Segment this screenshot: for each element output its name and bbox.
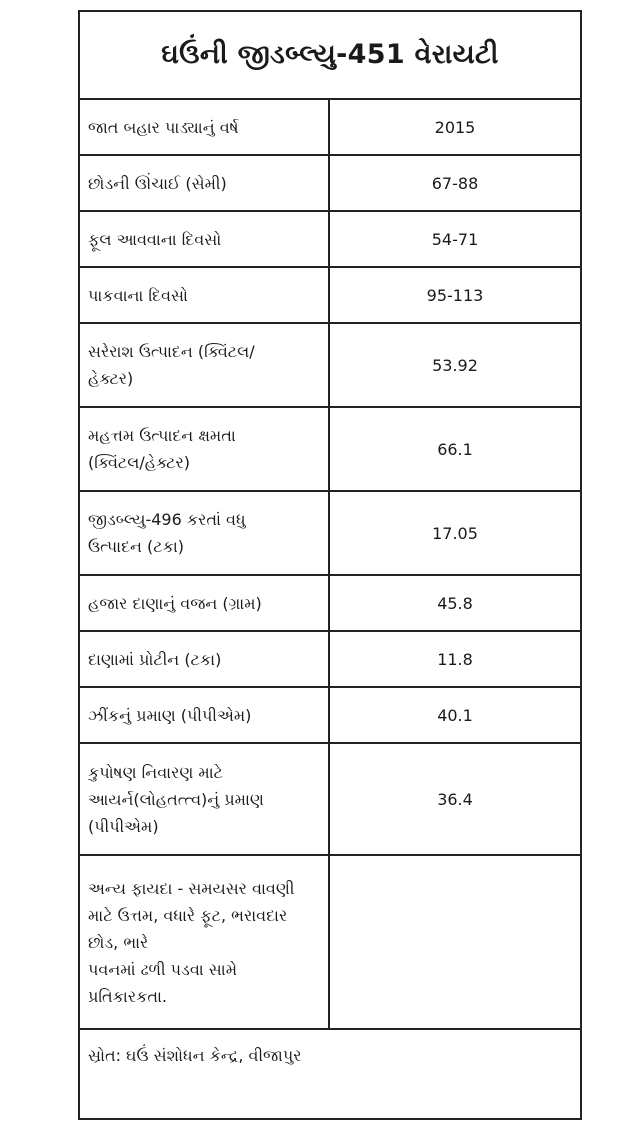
row-value: 67-88 (431, 173, 479, 193)
row-value: 95-113 (426, 285, 484, 305)
table-row (80, 744, 580, 856)
row-value: 40.1 (437, 705, 473, 725)
table-row (80, 100, 580, 156)
row-value: 2015 (434, 117, 476, 137)
row-label: છોડની ઊંચાઈ (સેમી) (80, 156, 330, 210)
source-note: સ્રોત: ઘઉં સંશોધન કેન્દ્ર, વીજાપુર (88, 1046, 302, 1065)
row-label: દાણામાં પ્રોટીન (ટકા) (80, 632, 330, 686)
variety-table (78, 10, 582, 1120)
row-value: 17.05 (432, 523, 478, 543)
row-label: ઝીંકનું પ્રમાણ (પીપીએમ) (80, 688, 330, 742)
table-row (80, 856, 580, 1030)
row-value: 45.8 (437, 593, 473, 613)
table-row (80, 212, 580, 268)
row-value: 53.92 (432, 355, 478, 375)
row-value (330, 856, 580, 1028)
row-label: પાકવાના દિવસો (80, 268, 330, 322)
table-row (80, 576, 580, 632)
table-rows (80, 100, 580, 1030)
row-label: સરેરાશ ઉત્પાદન (ક્વિંટલ/ હેક્ટર) (80, 324, 330, 406)
table-title: ઘઉંની જીડબ્લ્યુ-451 વેરાયટી (80, 12, 580, 100)
row-label: જાત બહાર પાડ્યાનું વર્ષ (80, 100, 330, 154)
row-value: 36.4 (437, 789, 473, 809)
table-row (80, 268, 580, 324)
row-label: અન્ય ફાયદા - સમયસર વાવણી માટે ઉત્તમ, વધારે ફૂટ, ભરાવદાર છોડ, ભારે પવનમાં ઢળી પડવા સામે પ્રતિકારકતા. (80, 856, 330, 1028)
row-label: કુપોષણ નિવારણ માટે આયર્ન(લોહતત્ત્વ)નું પ્રમાણ (પીપીએમ) (80, 744, 330, 854)
table-row (80, 408, 580, 492)
table-row (80, 324, 580, 408)
row-value: 11.8 (437, 649, 473, 669)
row-label: મહત્તમ ઉત્પાદન ક્ષમતા (ક્વિંટલ/હેક્ટર) (80, 408, 330, 490)
row-value: 66.1 (437, 439, 473, 459)
table-row (80, 632, 580, 688)
row-label: જીડબ્લ્યુ-496 કરતાં વધુ ઉત્પાદન (ટકા) (80, 492, 330, 574)
table-row (80, 688, 580, 744)
row-label: ફૂલ આવવાના દિવસો (80, 212, 330, 266)
table-row (80, 156, 580, 212)
row-label: હજાર દાણાનું વજન (ગ્રામ) (80, 576, 330, 630)
row-value: 54-71 (431, 229, 479, 249)
table-row (80, 492, 580, 576)
